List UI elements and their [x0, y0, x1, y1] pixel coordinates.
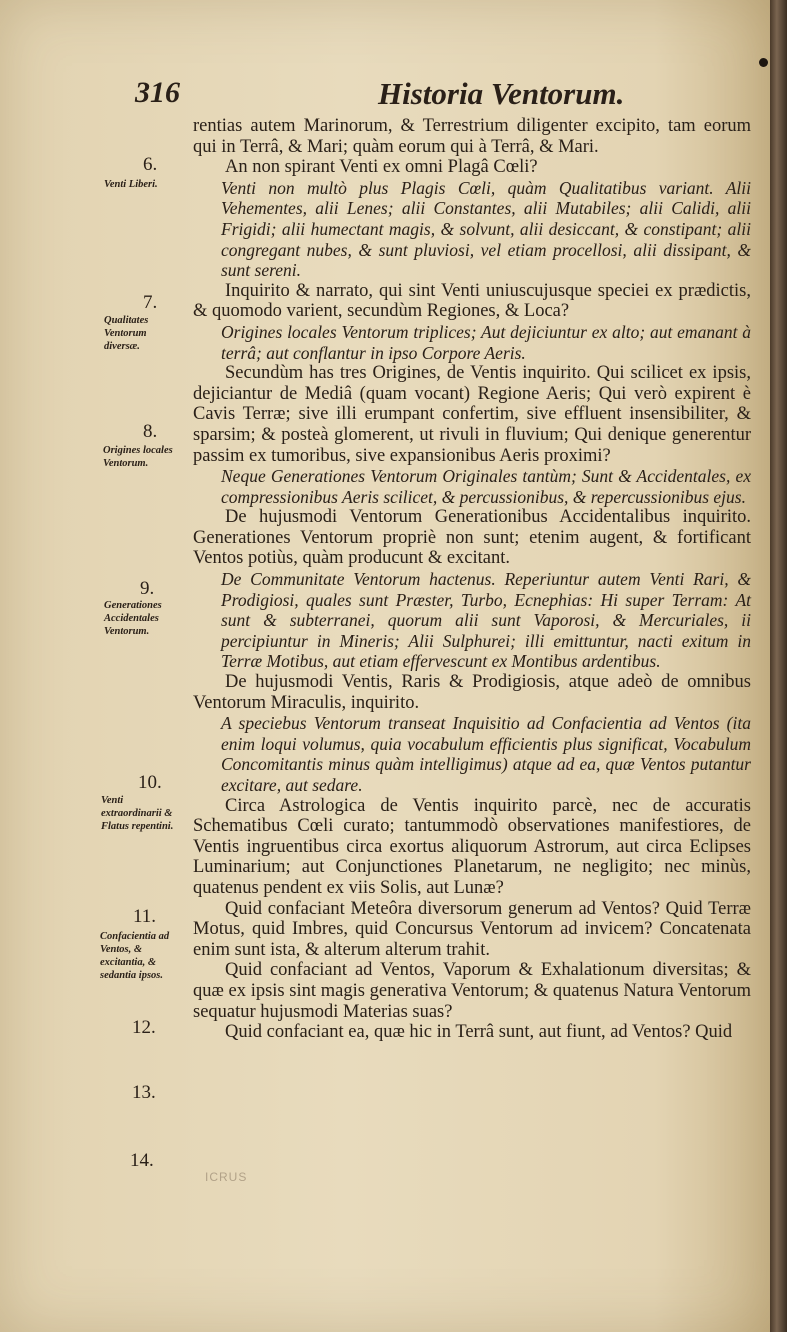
paragraph: A speciebus Ventorum transeat Inquisitio ad Confacientia ad Ventos (ita enim loqui volumus, quia vocabulum efficientis plus significat, Vocabulum Concomitantis minus quàm intelligimus) atque ad ea, quæ Ventos putantur excitare, aut sedare.	[221, 713, 751, 795]
margin-number: 13.	[132, 1082, 156, 1103]
page-header	[0, 74, 770, 118]
paragraph: Quid confaciant ea, quæ hic in Terrâ sunt, aut fiunt, ad Ventos? Quid	[225, 1022, 733, 1043]
paragraph: Inquirito & narrato, qui sint Venti uniuscujusque speciei ex prædictis, & quomodo varient, secundùm Regiones, & Loca?	[193, 280, 751, 322]
paragraph: De hujusmodi Ventis, Raris & Prodigiosis, atque adeò de omnibus Ventorum Miraculis, inquirito.	[193, 672, 751, 713]
body-text	[193, 116, 751, 1043]
margin-number: 6.	[143, 154, 158, 175]
margin-note: Origines locales Ventorum.	[103, 445, 173, 469]
paragraph: Circa Astrologica de Ventis inquirito parcè, nec de accuratis Schematibus Cœli curato; tantummodò observationes manifestiores, de Ventis ingruentibus circa exortus aliquorum Astrorum, aut circa Eclipses Luminarium; aut Conjunctiones Planetarum, ne negligito; nec minùs, quatenus pendent ex viis Solis, aut Lunæ?	[193, 795, 751, 898]
margin-note: Confacientia ad Ventos, & excitantia, & sedantia ipsos.	[100, 931, 170, 981]
margin-note: Generationes Accidentales Ventorum.	[104, 600, 162, 637]
page-edge-shadow	[770, 0, 787, 1332]
paragraph: rentias autem Marinorum, & Terrestrium diligenter excipito, tam eorum qui in Terrâ, & Mari; quàm eorum qui à Terrâ, & Mari.	[193, 116, 751, 157]
paragraph: De hujusmodi Ventorum Generationibus Accidentalibus inquirito. Generationes Ventorum propriè non sunt; etenim augent, & fortificant Ventos potiùs, quàm producunt & excitant.	[193, 507, 751, 569]
ink-dot	[759, 58, 768, 67]
margin-note: Qualitates Ventorum diversæ.	[104, 315, 149, 352]
margin-number: 10.	[138, 772, 162, 793]
margin-note: Venti extraordinarii & Flatus repentini.	[101, 795, 174, 832]
margin-number: 9.	[140, 578, 155, 599]
paragraph: De Communitate Ventorum hactenus. Reperiuntur autem Venti Rari, & Prodigiosi, quales sunt Præster, Turbo, Ecnephias: Hi super Terram: At sunt & subterranei, quorum alii sunt Vaporosi, & Mercuriales, ii percipiuntur in Mineris; Alii Sulphurei; illi emittuntur, nacti exitum in Terræ Motibus, aut etiam effervescunt ex Montibus ardentibus.	[221, 569, 751, 672]
running-head: Historia Ventorum.	[378, 76, 625, 111]
margin-number: 8.	[143, 421, 158, 442]
margin-number: 12.	[132, 1017, 156, 1038]
bleed-through-stamp: ICRUS	[205, 1170, 248, 1184]
paragraph: Secundùm has tres Origines, de Ventis inquirito. Qui scilicet ex ipsis, dejiciantur de Mediâ (quam vocant) Regione Aeris; Qui verò expirent è Cavis Terræ; sive illi erumpant confertim, sive effluent insensibiliter, & sparsim; & posteà glomerent, ut rivuli in fluvium; Qui denique generentur passim ex tumoribus, sive expansionibus Aeris proximi?	[193, 363, 751, 466]
margin-number: 14.	[130, 1150, 154, 1171]
paragraph: An non spirant Venti ex omni Plagâ Cœli?	[225, 157, 538, 178]
paragraph: Quid confaciant ad Ventos, Vaporum & Exhalationum diversitas; & quæ ex ipsis sint magis generativa Ventorum; & quatenus Natura Ventorum sequatur hujusmodi Materias suas?	[193, 960, 751, 1022]
paragraph: Venti non multò plus Plagis Cœli, quàm Qualitatibus variant. Alii Vehementes, alii Lenes; alii Constantes, alii Mutabiles; alii Calidi, alii Frigidi; alii humectant magis, & solvunt, alii desiccant, & constipant; alii congregant nubes, & sunt pluviosi, vel etiam procellosi, alii dissipant, & sunt sereni.	[221, 177, 751, 281]
paragraph: Origines locales Ventorum triplices; Aut dejiciuntur ex alto; aut emanant à terrâ; aut conflantur in ipso Corpore Aeris.	[221, 321, 751, 363]
margin-number: 7.	[143, 292, 158, 313]
paragraph: Neque Generationes Ventorum Originales tantùm; Sunt & Accidentales, ex compressionibus Aeris scilicet, & percussionibus, & repercussionibus ejus.	[221, 466, 751, 507]
margin-number: 11.	[133, 906, 157, 927]
margin-note: Venti Liberi.	[104, 179, 158, 190]
page-number: 316	[135, 76, 180, 109]
paragraph: Quid confaciant Meteôra diversorum generum ad Ventos? Quid Terræ Motus, quid Imbres, quid Concursus Ventorum ad invicem? Concatenata enim sunt ista, & alterum alterum trahit.	[193, 898, 751, 960]
